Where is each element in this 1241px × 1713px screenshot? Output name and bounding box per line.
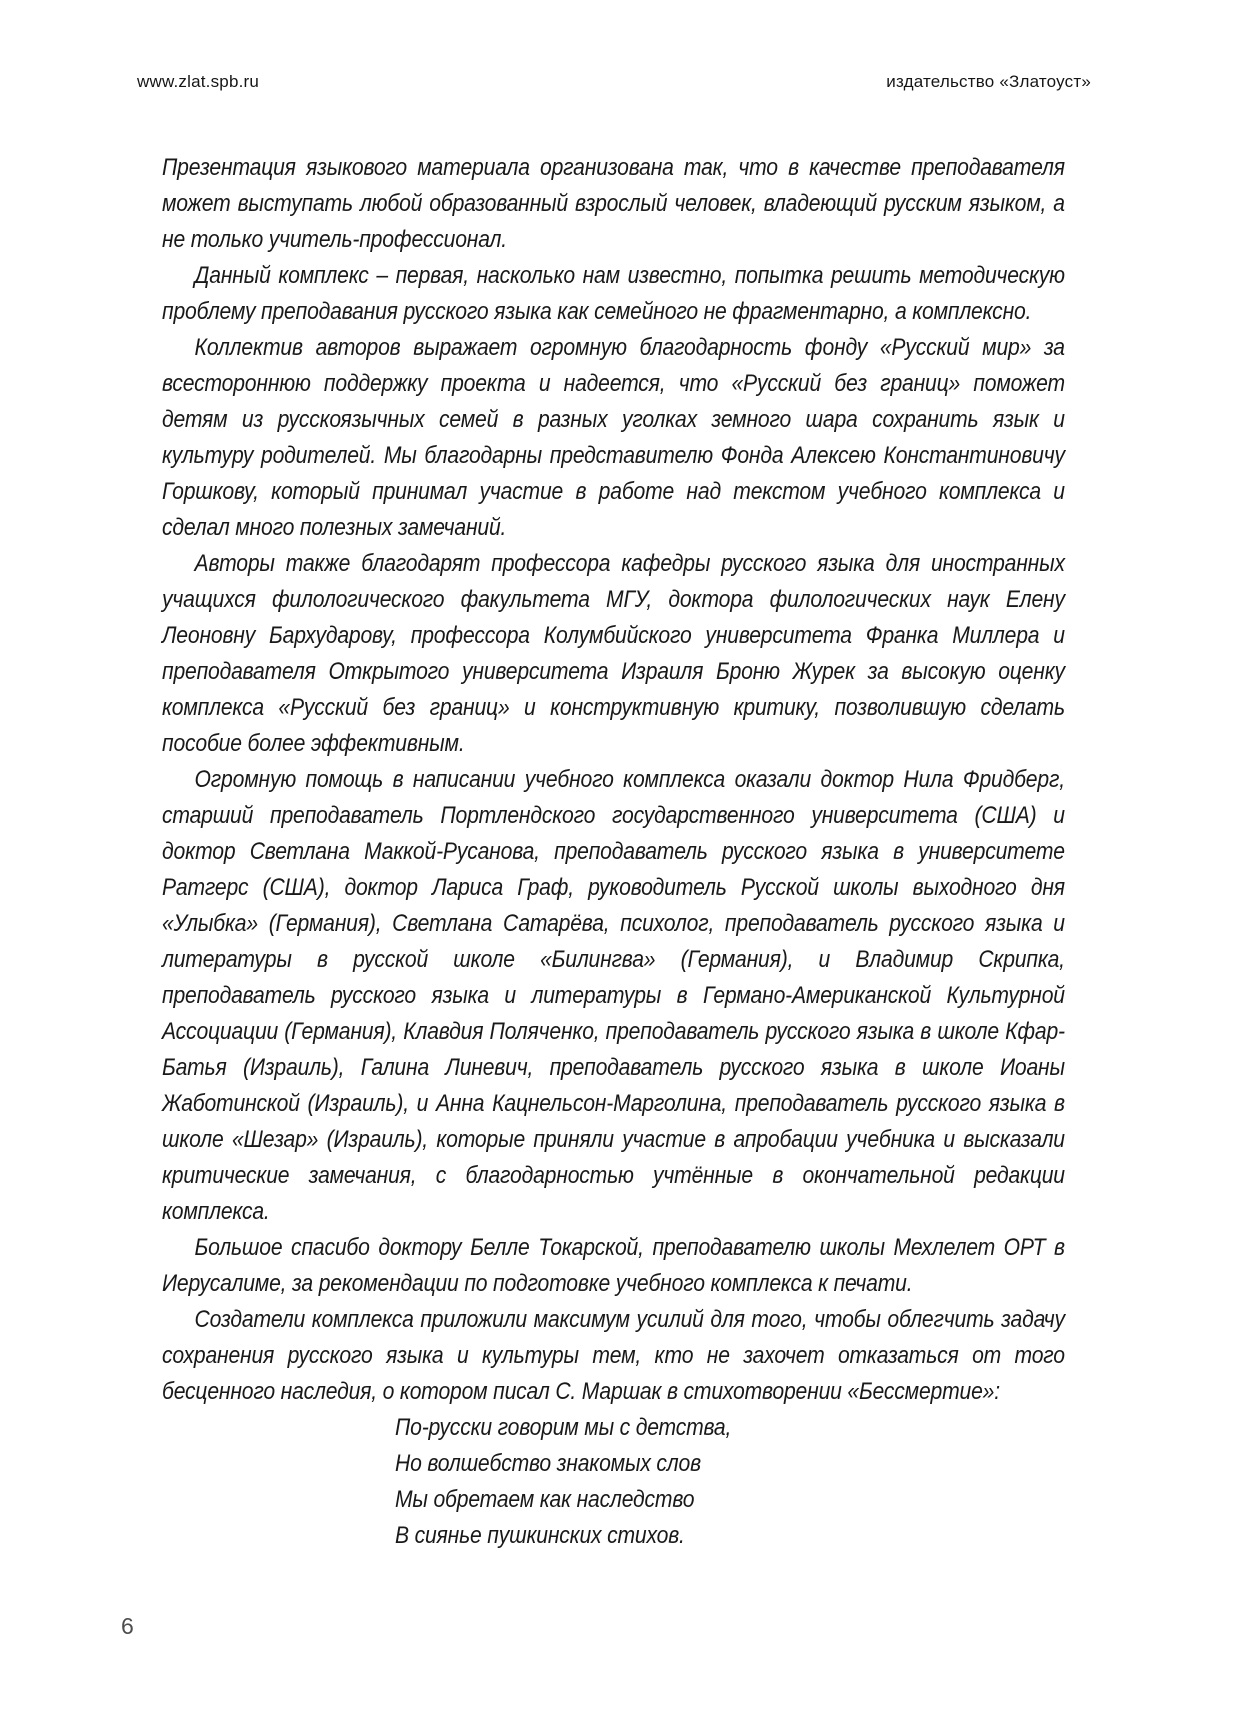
poem-line: По-русски говорим мы с детства, <box>395 1414 732 1441</box>
header-site-url: www.zlat.spb.ru <box>137 72 260 91</box>
running-head <box>137 72 1091 92</box>
body-paragraph: Данный комплекс – первая, насколько нам известно, попытка решить методическую проблему преподавания русского языка как семейного не фрагментарно, а комплексно. <box>162 262 1065 325</box>
poem-line: Мы обретаем как наследство <box>395 1486 695 1513</box>
header-publisher: издательство «Златоуст» <box>886 72 1091 91</box>
page-number: 6 <box>121 1613 134 1639</box>
body-text <box>162 150 1065 1410</box>
body-paragraph: Авторы также благодарят профессора кафедры русского языка для иностранных учащихся филологического факультета МГУ, доктора филологических наук Елену Леоновну Бархударову, профессора Колумбийского университета Франка Миллера и преподавателя Открытого университета Израиля Броню Журек за высокую оценку комплекса «Русский без границ» и конструктивную критику, позволившую сделать пособие более эффективным. <box>162 550 1065 757</box>
body-paragraph: Большое спасибо доктору Белле Токарской, преподавателю школы Мехлелет ОРТ в Иерусалиме, за рекомендации по подготовке учебного комплекса к печати. <box>162 1234 1065 1297</box>
body-paragraph: Коллектив авторов выражает огромную благодарность фонду «Русский мир» за всестороннюю поддержку проекта и надеется, что «Русский без границ» поможет детям из русскоязычных семей в разных уголках земного шара сохранить язык и культуру родителей. Мы благодарны представителю Фонда Алексею Константиновичу Горшкову, который принимал участие в работе над текстом учебного комплекса и сделал много полезных замечаний. <box>162 334 1065 541</box>
poem-bessmertie <box>395 1410 853 1554</box>
poem-line: В сиянье пушкинских стихов. <box>395 1522 685 1549</box>
body-paragraph: Презентация языкового материала организована так, что в качестве преподавателя может выступать любой образованный взрослый человек, владеющий русским языком, а не только учитель-профессионал. <box>162 154 1065 253</box>
body-paragraph: Создатели комплекса приложили максимум усилий для того, чтобы облегчить задачу сохранения русского языка и культуры тем, кто не захочет отказаться от того бесценного наследия, о котором писал С. Маршак в стихотворении «Бессмертие»: <box>162 1306 1065 1405</box>
poem-line: Но волшебство знакомых слов <box>395 1450 701 1477</box>
body-paragraph: Огромную помощь в написании учебного комплекса оказали доктор Нила Фридберг, старший преподаватель Портлендского государственного университета (США) и доктор Светлана Маккой-Русанова, преподаватель русского языка в университете Ратгерс (США), доктор Лариса Граф, руководитель Русской школы выходного дня «Улыбка» (Германия), Светлана Сатарёва, психолог, преподаватель русского языка и литературы в русской школе «Билингва» (Германия), и Владимир Скрипка, преподаватель русского языка и литературы в Германо-Американской Культурной Ассоциации (Германия), Клавдия Поляченко, преподаватель русского языка в школе Кфар-Батья (Израиль), Галина Линевич, преподаватель русского языка в школе Иоаны Жаботинской (Израиль), и Анна Кацнельсон-Марголина, преподаватель русского языка в школе «Шезар» (Израиль), которые приняли участие в апробации учебника и высказали критические замечания, с благодарностью учтённые в окончательной редакции комплекса. <box>162 766 1065 1225</box>
